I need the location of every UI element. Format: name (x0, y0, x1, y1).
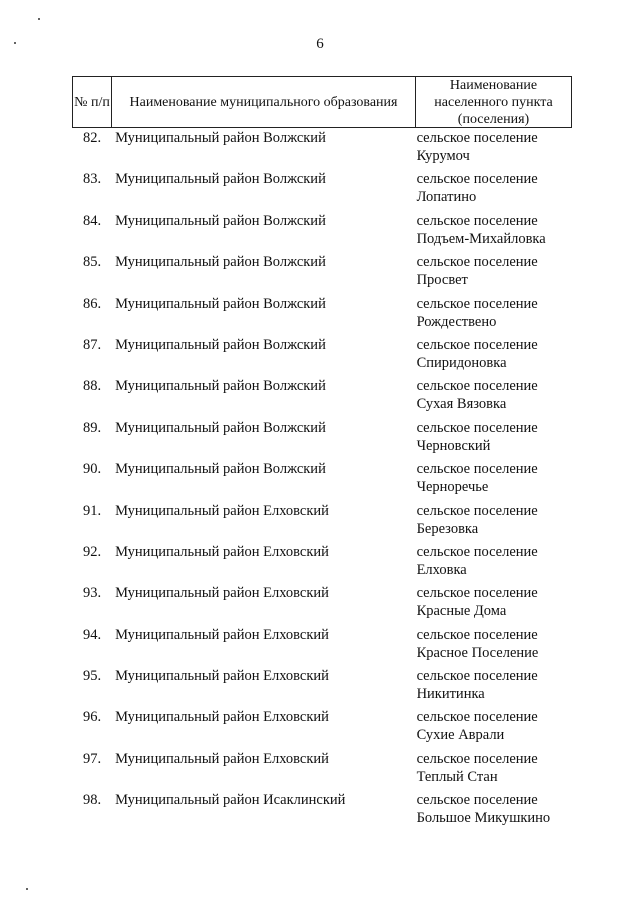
settlement-name: Черновский (416, 437, 491, 454)
row-municipality: Муниципальный район Елховский (115, 502, 329, 519)
row-number: 86. (83, 295, 102, 312)
header-municipality: Наименование муниципального образования (111, 77, 415, 127)
row-municipality: Муниципальный район Волжский (115, 336, 326, 353)
row-number: 98. (83, 792, 102, 809)
row-settlement (407, 129, 572, 170)
settlement-type: сельское поселение (416, 709, 538, 726)
row-number: 94. (83, 626, 102, 643)
row-municipality: Муниципальный район Волжский (115, 419, 326, 436)
header-number: № п/п (74, 94, 110, 110)
row-settlement (407, 377, 572, 418)
settlement-type: сельское поселение (416, 212, 538, 229)
row-municipality: Муниципальный район Елховский (115, 668, 329, 685)
row-settlement (407, 667, 572, 708)
row-number: 93. (83, 585, 102, 602)
settlement-name: Просвет (416, 272, 468, 289)
table-row (72, 750, 572, 791)
row-number: 97. (83, 750, 102, 767)
settlement-name: Курумоч (416, 148, 470, 164)
settlement-name: Большое Микушкино (416, 810, 551, 827)
table-row (72, 419, 572, 460)
settlement-type: сельское поселение (416, 750, 538, 767)
row-settlement (407, 584, 572, 625)
settlement-type: сельское поселение (416, 668, 538, 685)
row-municipality: Муниципальный район Волжский (115, 254, 326, 271)
settlement-name: Спиридоновка (416, 354, 507, 371)
table-row (72, 791, 572, 832)
settlement-name: Лопатино (416, 189, 477, 206)
row-municipality: Муниципальный район Волжский (115, 295, 326, 312)
scan-speck (26, 888, 28, 890)
row-settlement (407, 253, 572, 294)
row-municipality: Муниципальный район Елховский (115, 750, 329, 767)
settlement-type: сельское поселение (416, 171, 538, 188)
settlement-type: сельское поселение (416, 626, 538, 643)
settlement-name: Сухая Вязовка (416, 396, 507, 413)
row-number: 84. (83, 212, 102, 229)
row-settlement (407, 419, 572, 460)
row-municipality: Муниципальный район Волжский (115, 461, 326, 478)
row-settlement (407, 170, 572, 211)
page-number: 6 (316, 36, 324, 52)
settlement-name: Елховка (416, 561, 467, 578)
table-row (72, 626, 572, 667)
table-row (72, 295, 572, 336)
row-municipality: Муниципальный район Волжский (115, 212, 326, 229)
table-row (72, 253, 572, 294)
table-row (72, 336, 572, 377)
settlement-type: сельское поселение (416, 254, 538, 271)
settlement-type: сельское поселение (416, 543, 538, 560)
row-settlement (407, 460, 572, 501)
settlement-type: сельское поселение (416, 295, 538, 312)
table-row (72, 460, 572, 501)
table-row (72, 667, 572, 708)
row-number: 82. (83, 130, 102, 146)
settlement-type: сельское поселение (416, 378, 538, 395)
header-settlement: Наименование населенного пункта (поселения) (415, 77, 571, 127)
row-number: 95. (83, 668, 102, 685)
settlement-name: Красное Поселение (416, 644, 539, 661)
settlement-name: Никитинка (416, 686, 485, 703)
table-row (72, 584, 572, 625)
settlement-name: Сухие Аврали (416, 727, 505, 744)
settlement-type: сельское поселение (416, 130, 538, 146)
row-number: 88. (83, 378, 102, 395)
settlement-name: Красные Дома (416, 603, 507, 620)
row-settlement (407, 502, 572, 543)
settlement-name: Березовка (416, 520, 479, 537)
row-settlement (407, 626, 572, 667)
table-row (72, 170, 572, 211)
row-number: 90. (83, 461, 102, 478)
row-municipality: Муниципальный район Волжский (115, 378, 326, 395)
row-municipality: Муниципальный район Елховский (115, 626, 329, 643)
row-settlement (407, 791, 572, 832)
row-number: 92. (83, 543, 102, 560)
row-municipality: Муниципальный район Исаклинский (115, 792, 346, 809)
settlement-name: Теплый Стан (416, 768, 498, 785)
row-municipality: Муниципальный район Елховский (115, 709, 329, 726)
row-number: 96. (83, 709, 102, 726)
settlement-name: Подъем-Михайловка (416, 230, 546, 247)
settlement-type: сельское поселение (416, 419, 538, 436)
row-number: 91. (83, 502, 102, 519)
row-number: 87. (83, 336, 102, 353)
settlement-name: Рождествено (416, 313, 497, 330)
table-row (72, 377, 572, 418)
table-row (72, 129, 572, 170)
scan-speck (38, 18, 40, 20)
row-settlement (407, 708, 572, 749)
settlement-type: сельское поселение (416, 792, 538, 809)
table-header (72, 76, 572, 128)
settlement-type: сельское поселение (416, 461, 538, 478)
row-number: 89. (83, 419, 102, 436)
settlement-type: сельское поселение (416, 585, 538, 602)
table-row (72, 212, 572, 253)
table-row (72, 708, 572, 749)
settlement-name: Черноречье (416, 479, 489, 496)
row-municipality: Муниципальный район Волжский (115, 130, 326, 146)
settlement-type: сельское поселение (416, 336, 538, 353)
scan-speck (14, 42, 16, 44)
row-settlement (407, 336, 572, 377)
row-settlement (407, 212, 572, 253)
row-number: 83. (83, 171, 102, 188)
table-row (72, 502, 572, 543)
row-settlement (407, 295, 572, 336)
row-settlement (407, 750, 572, 791)
table-row (72, 543, 572, 584)
row-municipality: Муниципальный район Елховский (115, 585, 329, 602)
row-municipality: Муниципальный район Елховский (115, 543, 329, 560)
row-municipality: Муниципальный район Волжский (115, 171, 326, 188)
table-body (72, 129, 572, 833)
row-number: 85. (83, 254, 102, 271)
settlement-type: сельское поселение (416, 502, 538, 519)
row-settlement (407, 543, 572, 584)
